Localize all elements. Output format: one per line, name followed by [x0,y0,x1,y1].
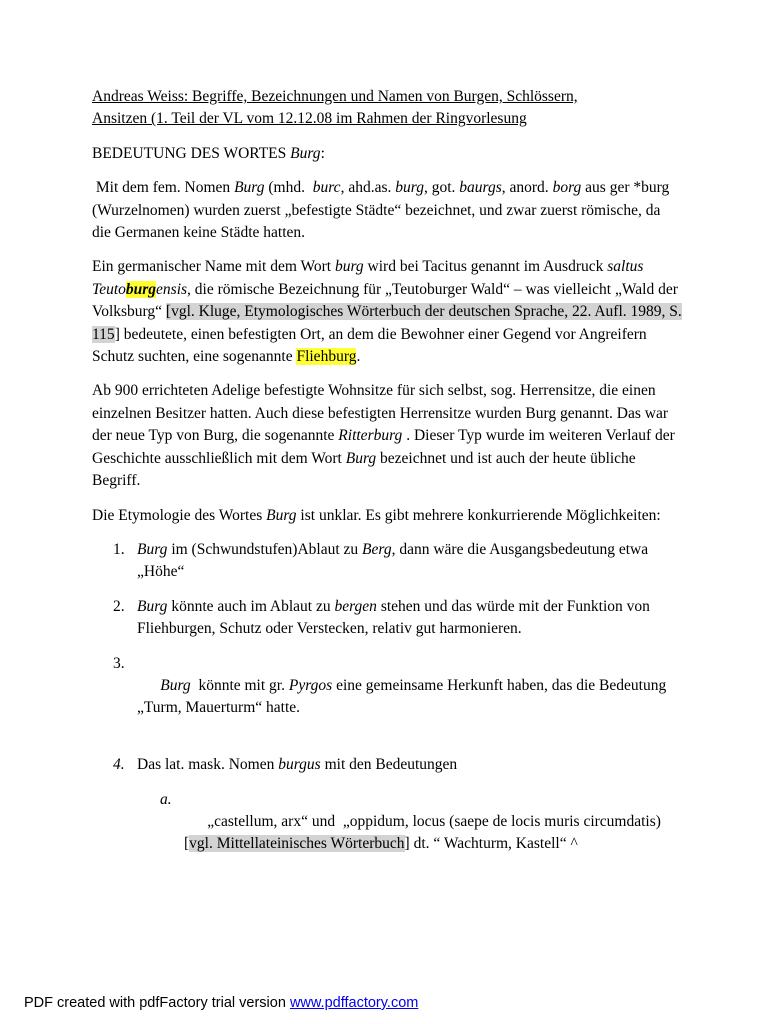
p2-text: ] bedeutete, einen befestigten Ort, an dem die Bewohner einer Gegend vor Angreifern Schutz suchten, eine sogenannte [92,325,647,366]
item-text: stehen und das würde mit der Funktion von Fliehburgen, Schutz oder Verstecken, relativ gut harmonieren. [137,597,650,638]
title-line-2: Ansitzen (1. Teil der VL vom 12.12.08 im Rahmen der Ringvorlesung [92,110,527,128]
list-item [92,754,682,776]
item-italic: Pyrgos [288,676,333,694]
item-text: ] dt. “ Wachturm, Kastell“ ^ [404,835,578,853]
p3-text: Ab 900 errichteten Adelige befestigte Wohnsitze für sich selbst, sog. Herrensitze, die einen einzelnen Besitzer hatten. Auch diese befestigten Herrensitze wurden Burg genannt. Das war der neue Typ von Burg, die sogenannte [92,382,669,445]
paragraph-3 [92,380,682,492]
p2-text: wird bei Tacitus genannt im Ausdruck [363,258,608,276]
p3-italic: Burg [345,449,377,467]
p1-italic: baurgs [459,179,502,197]
item-italic: Burg [137,597,168,615]
item-italic: bergen [334,597,377,615]
p3-text: . Dieser Typ wurde im weiteren Verlauf der Geschichte ausschließlich mit dem Wort [92,427,675,467]
item-text: mit den Bedeutungen [320,756,458,774]
heading-text: BEDEUTUNG DES WORTES [92,144,291,162]
item-text: „castellum, arx“ und „oppidum, locus (saepe de locis muris circumdatis) [ [184,812,665,853]
p1-text: , anord. [501,179,553,197]
sub-list-item [92,789,682,879]
p2-italic: saltus Teuto [92,258,644,298]
p2-text: , die römische Bezeichnung für „Teutoburger Wald“ – was vielleicht „Wald der Volksburg“ [92,280,678,321]
p1-text: , ahd.as. [340,179,396,197]
item-italic: burgus [278,756,321,774]
document-title [92,86,682,131]
citation-kluge: [vgl. Kluge, Etymologisches Wörterbuch der deutschen Sprache, 22. Aufl. 1989, S. 115 [92,303,682,343]
item-text: Das lat. mask. Nomen [137,756,279,774]
highlight-burg: burg [125,280,157,298]
p2-text: . [356,348,361,366]
highlight-fliehburg: Fliehburg [296,348,357,366]
list-item [92,653,682,743]
p2-text: Ein germanischer Name mit dem Wort [92,258,335,276]
p1-text: (mhd. [264,179,313,197]
paragraph-1 [92,177,682,244]
item-text: könnte mit gr. [190,676,289,694]
item-text: im (Schwundstufen)Ablaut zu [167,540,363,558]
pdffactory-link[interactable]: www.pdffactory.com [289,995,419,1011]
etymology-list [92,539,682,878]
list-number: 3. [113,654,125,672]
title-line-1: Andreas Weiss: Begriffe, Bezeichnungen und Namen von Burgen, Schlössern, [92,88,578,105]
list-item [92,596,682,641]
p2-italic: ensis [156,280,188,298]
heading-italic: Burg [290,144,321,162]
item-text: könnte auch im Ablaut zu [167,597,335,615]
p2-italic: burg [334,258,364,276]
paragraph-4 [92,505,682,527]
sub-list-letter: a. [160,790,172,808]
list-number: 2. [113,597,125,615]
list-item [92,539,682,584]
document-page [92,86,682,878]
item-italic: Berg [362,540,392,558]
item-text: eine gemeinsame Herkunft haben, das die Bedeutung „Turm, Mauerturm“ hatte. [137,676,671,717]
p4-text: ist unklar. Es gibt mehrere konkurrierende Möglichkeiten: [296,506,661,524]
citation-mittellatein: vgl. Mittellateinisches Wörterbuch [189,835,405,853]
p4-text: Die Etymologie des Wortes [92,506,267,524]
p1-italic: borg [552,179,582,197]
pdf-footer [24,995,418,1011]
paragraph-2 [92,256,682,368]
list-number: 4. [113,756,125,774]
p1-italic: burg [395,179,424,197]
section-heading [92,143,682,165]
p4-italic: Burg [266,506,297,524]
heading-colon: : [320,144,325,162]
p1-italic: burc [312,179,341,197]
list-number: 1. [113,540,125,558]
item-italic: Burg [137,540,168,558]
p3-italic: Ritterburg [338,427,403,445]
p1-text: , got. [423,179,460,197]
p1-text: Mit dem fem. Nomen [92,179,235,197]
footer-text: PDF created with pdfFactory trial version [24,995,290,1011]
p3-text: bezeichnet und ist auch der heute übliche Begriff. [92,449,636,490]
item-text: , dann wäre die Ausgangsbedeutung etwa „Höhe“ [137,540,649,581]
p1-italic: Burg [234,179,265,197]
p1-text: aus ger *burg (Wurzelnomen) wurden zuerst „befestigte Städte“ bezeichnet, und zwar zuerst römische, da die Germanen keine Städte hatten. [92,179,674,242]
item-italic: Burg [160,676,191,694]
